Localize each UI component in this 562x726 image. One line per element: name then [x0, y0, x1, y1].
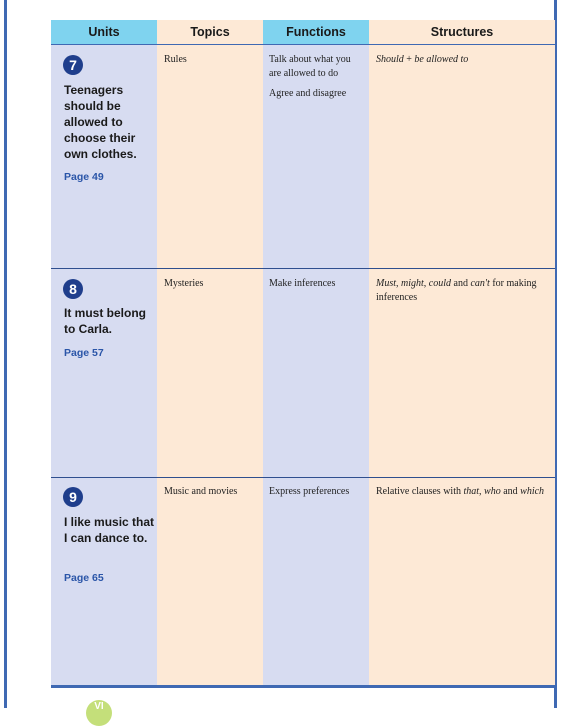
function-item: Express preferences — [269, 486, 350, 497]
table-bottom-rule — [51, 685, 555, 688]
structure-text: Should — [376, 54, 404, 65]
unit-title: It must belong to Carla. — [64, 306, 146, 336]
topic-cell: Music and movies — [164, 486, 238, 497]
unit-number-badge: 9 — [63, 487, 83, 507]
structure-text: that — [463, 486, 480, 497]
structures-cell — [376, 53, 548, 67]
unit-page-link[interactable]: Page 49 — [64, 171, 104, 183]
table-top-rule — [51, 44, 555, 45]
structure-text: Must — [376, 278, 396, 289]
header-units: Units — [51, 20, 157, 44]
structure-text: who — [484, 486, 501, 497]
structure-text: and — [451, 278, 471, 289]
structure-text: be allowed to — [414, 54, 469, 65]
structures-cell — [376, 277, 548, 305]
unit-title: I like music that I can dance to. — [64, 515, 155, 545]
structure-text: for making inferences — [376, 278, 537, 303]
structure-text: , — [479, 486, 485, 497]
page-number-badge: VI — [86, 700, 112, 726]
structure-text: + — [403, 54, 415, 65]
topics-column — [157, 44, 263, 685]
header-structures: Structures — [369, 20, 555, 44]
structure-text: and — [500, 486, 521, 497]
topic-cell: Mysteries — [164, 278, 204, 289]
structure-text: could — [428, 278, 451, 289]
structure-text: which — [520, 486, 545, 497]
structure-text: Relative clauses with — [376, 486, 464, 497]
functions-cell — [269, 53, 365, 101]
row-divider — [51, 477, 555, 478]
structures-cell — [376, 485, 548, 499]
page-border-left — [4, 0, 7, 708]
structure-text: can't — [470, 278, 490, 289]
functions-cell — [269, 485, 365, 499]
header-functions: Functions — [263, 20, 369, 44]
function-item: Talk about what you are allowed to do — [269, 54, 351, 79]
unit-page-link[interactable]: Page 57 — [64, 347, 104, 359]
topic-cell: Rules — [164, 54, 187, 65]
functions-column — [263, 44, 369, 685]
unit-number-badge: 7 — [63, 55, 83, 75]
unit-page-link[interactable]: Page 65 — [64, 572, 104, 584]
structure-text: , — [423, 278, 429, 289]
header-topics: Topics — [157, 20, 263, 44]
structures-column — [369, 44, 555, 685]
function-item: Agree and disagree — [269, 88, 347, 99]
row-divider — [51, 268, 555, 269]
unit-number-badge: 8 — [63, 279, 83, 299]
structure-text: , — [396, 278, 401, 289]
functions-cell — [269, 277, 365, 291]
structure-text: might — [401, 278, 424, 289]
unit-title: Teenagers should be allowed to choose their own clothes. — [64, 83, 137, 161]
function-item: Make inferences — [269, 278, 336, 289]
